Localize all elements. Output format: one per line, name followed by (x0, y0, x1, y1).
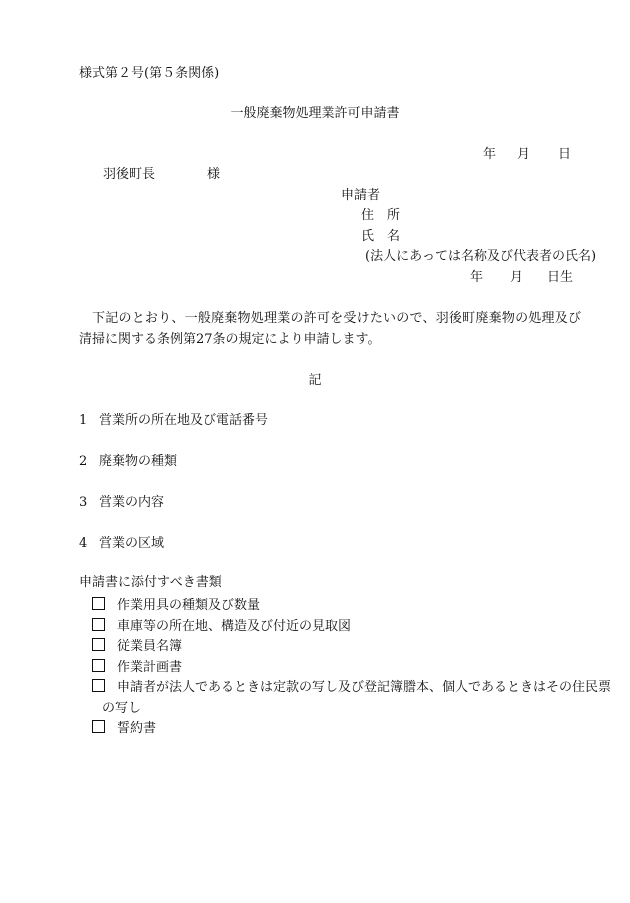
attachment-label-continuation: の写し (102, 701, 142, 716)
checkbox-icon[interactable] (92, 720, 105, 733)
attachment-label: 作業計画書 (117, 660, 183, 675)
document-title: 一般廃棄物処理業許可申請書 (230, 106, 400, 121)
item-label: 廃棄物の種類 (99, 454, 178, 469)
addressee-honorific: 様 (207, 167, 221, 182)
item-number: 1 (79, 413, 88, 428)
checkbox-icon[interactable] (92, 638, 105, 651)
addressee (103, 167, 220, 183)
item-number: 3 (79, 495, 88, 510)
item-3 (79, 495, 164, 511)
item-label: 営業の区域 (99, 536, 165, 551)
checkbox-icon[interactable] (92, 618, 105, 631)
item-number: 2 (79, 454, 88, 469)
attachment-label: 申請者が法人であるときは定款の写し及び登記簿謄本、個人であるときはその住民票 (117, 680, 612, 695)
checkbox-icon[interactable] (92, 679, 105, 692)
item-1 (79, 413, 268, 429)
attachment-label: 従業員名簿 (117, 639, 183, 654)
attachment-label: 誓約書 (117, 721, 157, 736)
item-4 (79, 536, 164, 552)
applicant-name-label: 氏 名 (361, 229, 401, 244)
application-date (483, 147, 571, 163)
attachment-item (92, 657, 182, 678)
attachment-item (92, 636, 182, 657)
attachments-heading: 申請書に添付すべき書類 (79, 575, 222, 590)
birth-month: 月 (510, 270, 524, 285)
birth-suffix: 日生 (547, 270, 574, 285)
form-number: 様式第２号(第５条関係) (79, 66, 220, 81)
attachment-label: 作業用具の種類及び数量 (117, 598, 261, 613)
item-2 (79, 454, 177, 470)
item-label: 営業所の所在地及び電話番号 (99, 413, 269, 428)
attachment-item (92, 718, 156, 739)
item-label: 営業の内容 (99, 495, 165, 510)
attachment-item (92, 677, 611, 698)
birth-date (470, 270, 573, 286)
birth-year: 年 (470, 270, 484, 285)
attachment-item (92, 616, 351, 637)
corporation-note: (法人にあっては名称及び代表者の氏名) (365, 249, 597, 264)
checkbox-icon[interactable] (92, 659, 105, 672)
application-body-text: 下記のとおり、一般廃棄物処理業の許可を受けたいので、羽後町廃棄物の処理及び清掃に関する条例第27条の規定により申請します。 (79, 311, 581, 347)
item-number: 4 (79, 536, 88, 551)
applicant-address-label: 住 所 (361, 208, 401, 223)
attachment-label: 車庫等の所在地、構造及び付近の見取図 (117, 619, 352, 634)
date-month: 月 (517, 147, 531, 162)
attachment-item (92, 595, 260, 616)
date-year: 年 (483, 147, 497, 162)
applicant-label: 申請者 (341, 188, 381, 203)
ki-heading: 記 (308, 373, 322, 388)
addressee-name: 羽後町長 (103, 167, 156, 182)
checkbox-icon[interactable] (92, 597, 105, 610)
date-day: 日 (558, 147, 572, 162)
